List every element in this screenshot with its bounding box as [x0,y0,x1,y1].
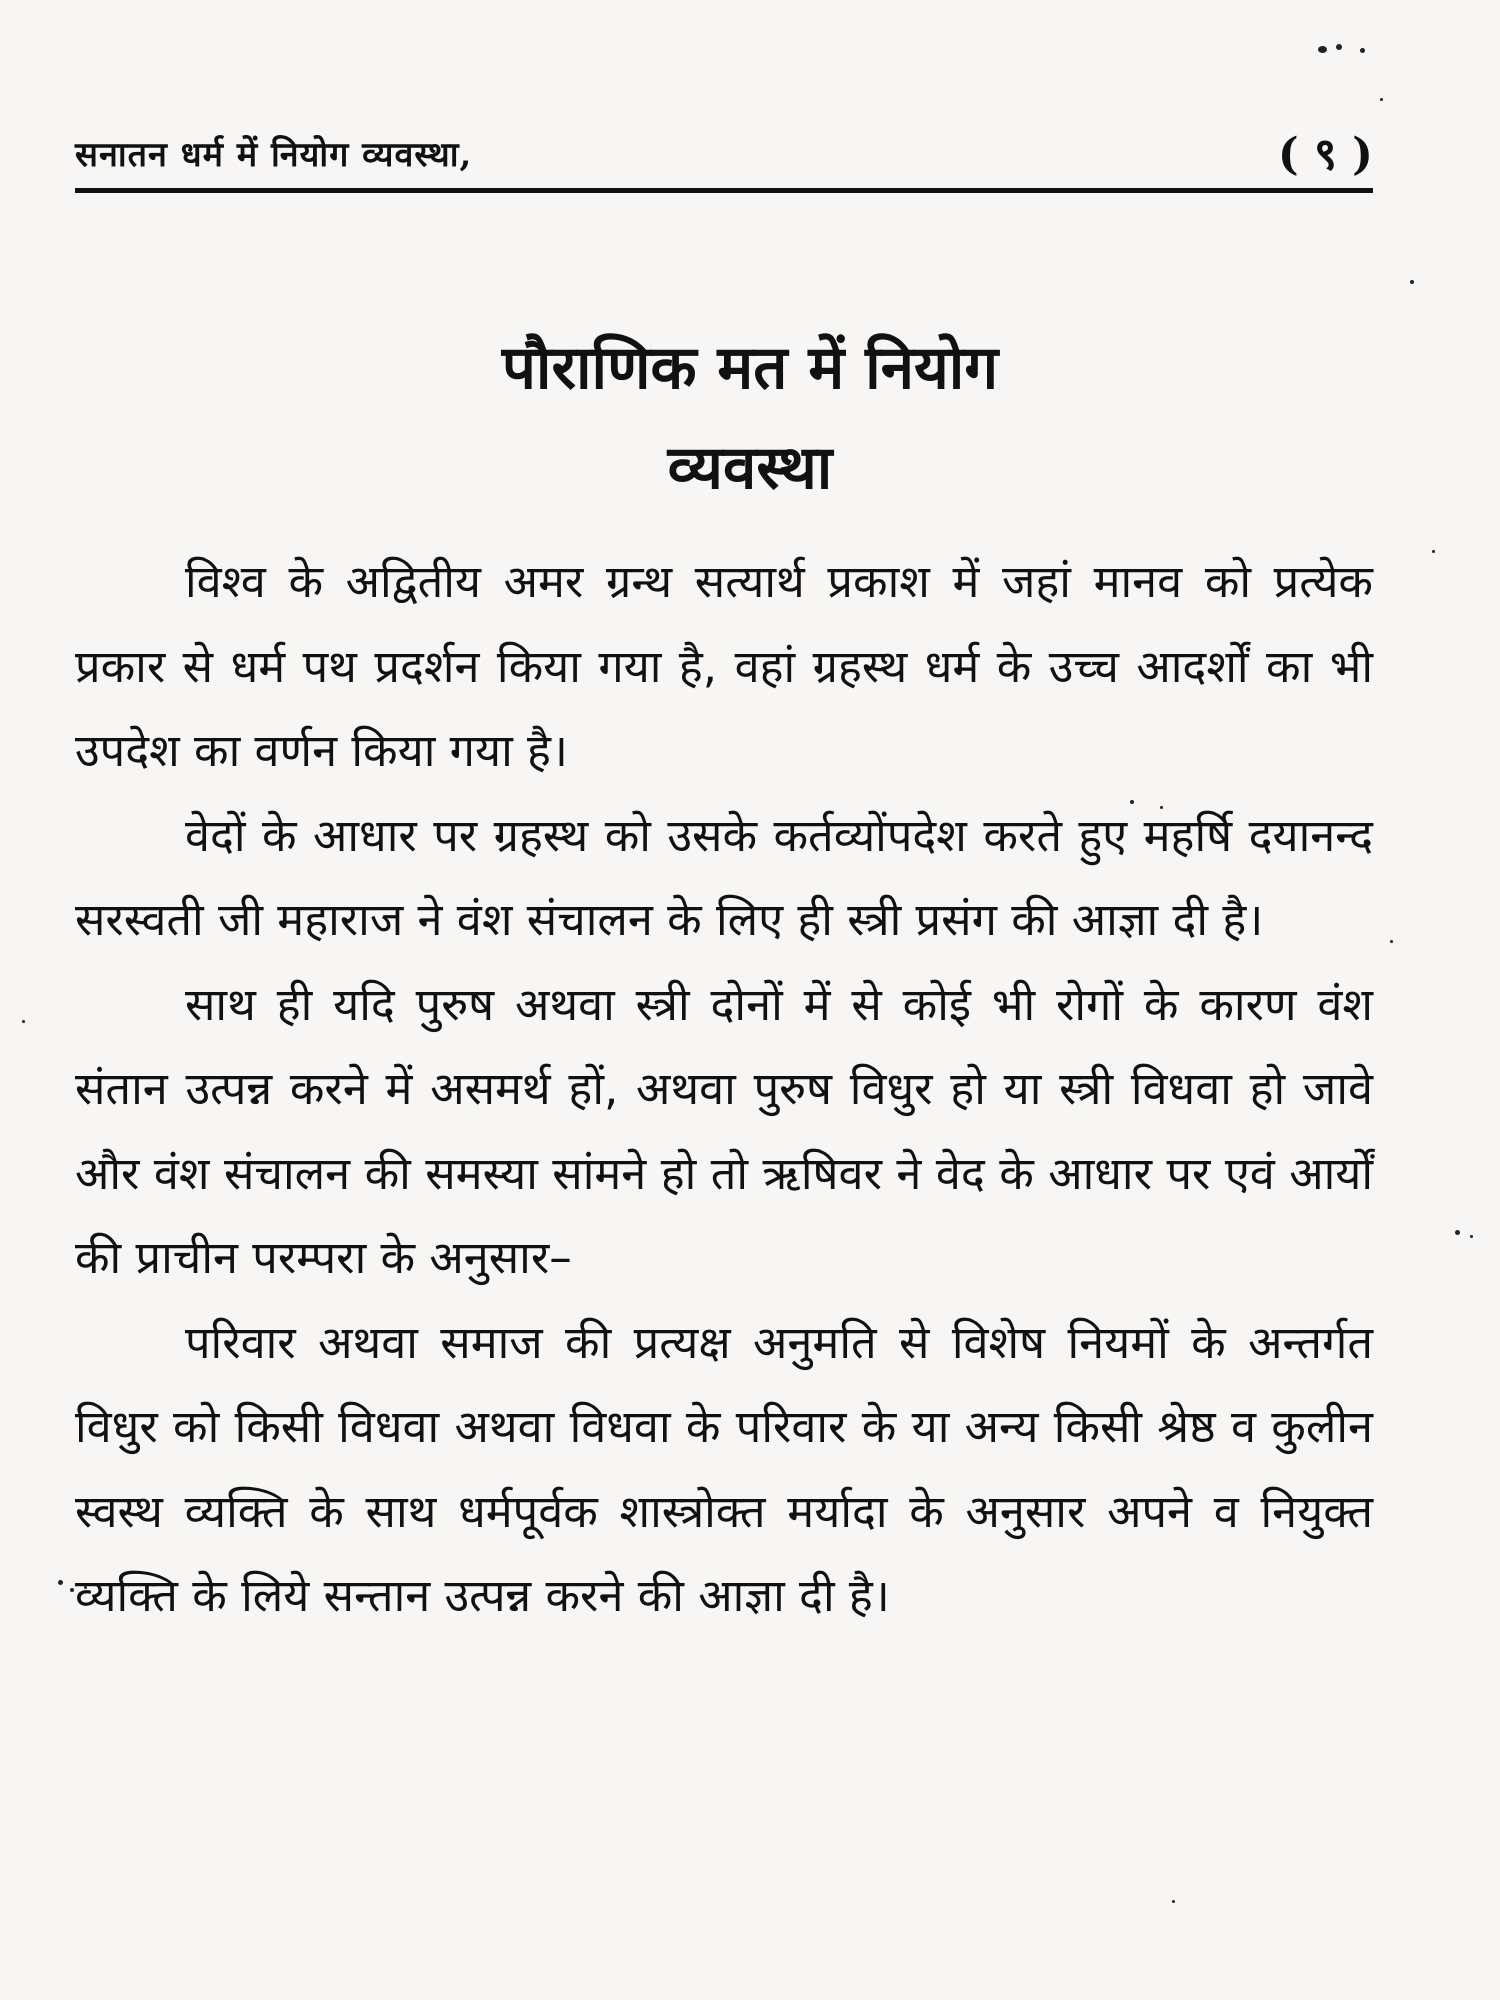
scan-speck [1318,46,1327,53]
scan-speck [22,1020,25,1023]
paragraph: वेदों के आधार पर ग्रहस्थ को उसके कर्तव्योंपदेश करते हुए महर्षि दयानन्द सरस्वती जी महाराज ने वंश संचालन के लिए ही स्त्री प्रसंग की आज्ञा दी है। [75,808,1373,946]
running-title: सनातन धर्म में नियोग व्यवस्था, [75,135,473,175]
page-number: ( ९ ) [1277,129,1373,180]
scan-speck [1380,98,1383,101]
scan-speck [1455,1230,1460,1235]
page-header [75,122,1373,192]
chapter-title-line-2: व्यवस्था [667,433,833,503]
scan-speck [1432,550,1435,553]
paragraph: साथ ही यदि पुरुष अथवा स्त्री दोनों में से कोई भी रोगों के कारण वंश संतान उत्पन्न करने में असमर्थ हों, अथवा पुरुष विधुर हो या स्त्री विधवा हो जावे और वंश संचालन की समस्या सांमने हो तो ऋषिवर ने वेद के आधार पर एवं आर्यों की प्राचीन परम्परा के अनुसार– [75,977,1373,1284]
header-rule [75,188,1373,193]
scan-speck [1172,1900,1175,1903]
paragraph: विश्व के अद्वितीय अमर ग्रन्थ सत्यार्थ प्रकाश में जहां मानव को प्रत्येक प्रकार से धर्म पथ प्रदर्शन किया गया है, वहां ग्रहस्थ धर्म के उच्च आदर्शों का भी उपदेश का वर्णन किया गया है। [75,555,1373,777]
scan-speck [1336,44,1342,50]
body-text [75,540,1373,1639]
scan-speck [58,1580,63,1585]
scan-speck [1410,280,1414,284]
scan-speck [1390,940,1393,943]
scan-speck [1470,1235,1473,1238]
scan-speck [1360,48,1365,53]
scan-speck [70,1588,74,1592]
chapter-title-line-1: पौराणिक मत में नियोग [501,333,999,403]
chapter-title [0,318,1500,518]
paragraph: परिवार अथवा समाज की प्रत्यक्ष अनुमति से विशेष नियमों के अन्तर्गत विधुर को किसी विधवा अथवा विधवा के परिवार के या अन्य किसी श्रेष्ठ व कुलीन स्वस्थ व्यक्ति के साथ धर्मपूर्वक शास्त्रोक्त मर्यादा के अनुसार अपने व नियुक्त व्यक्ति के लिये सन्तान उत्पन्न करने की आज्ञा दी है। [75,1315,1373,1622]
